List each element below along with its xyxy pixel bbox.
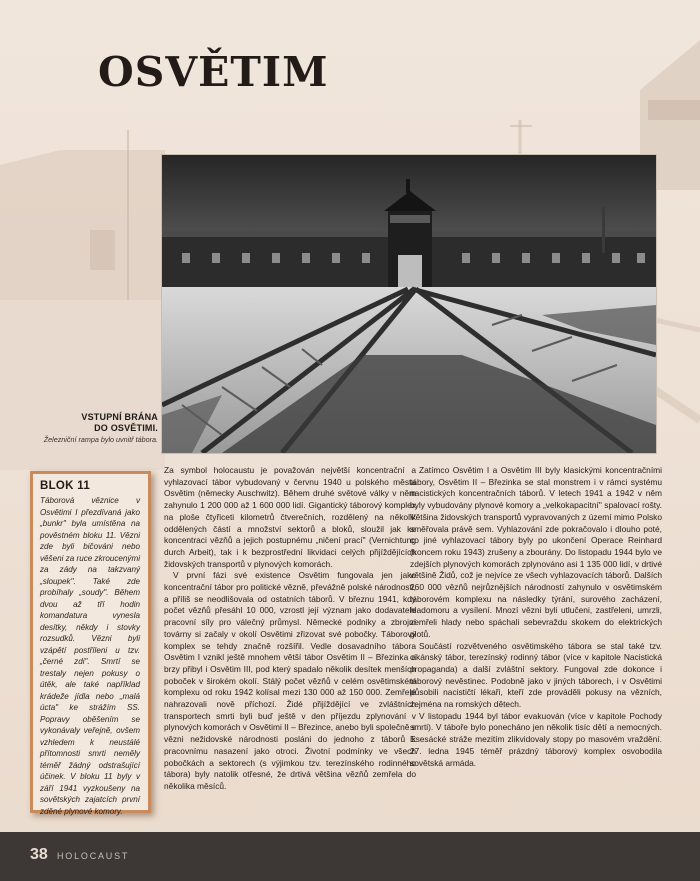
article-paragraph: V listopadu 1944 byl tábor evakuován (více v kapitole Pochody smrti). V táboře bylo ponecháno jen několik tisíc dětí a nemocných. Esesácké stráže mezitím zlikvidovaly stopy po masovém vraždění. 27. ledna 1945 téměř prázdný táborový komplex osvobodila sovětská armáda.: [410, 710, 662, 768]
article-paragraph: V první fázi své existence Osvětim fungovala jen jako koncentrační tábor pro politické vězně, převážně polské národnosti, a příliš se neodlišovala od ostatních táborů. V březnu 1941, kdy počet vězňů přesáhl 10 000, vzrostl její význam jako dodavatele pracovní síly pro válečný průmysl. Německé podniky a zbrojní továrny si začaly v okolí Osvětimi zřizovat své pobočky. Táborový komplex se tehdy značně rozšířil. Vedle dosavadního tábora Osvětim I vznikl ještě mnohem větší tábor Osvětim II – Březinka a brzy přibyl i Osvětim III, pod který spadalo několik desítek menších poboček v širokém okolí. Stálý počet vězňů v celém osvětimském komplexu od roku 1942 kolísal mezi 130 000 až 150 000. Zemřelé nahrazovali nově příchozí. Židé přijíždějící ve zvláštních transportech smrti byli buď ještě v den příjezdu zplynování v plynových komorách v Osvětimi II – Březince, anebo byli společně s vězni nežidovské národnosti posláni do jednoho z táborů k pracovnímu nasazení jako otroci. Životní podmínky ve všech pobočkách a sektorech (s výjimkou tzv. terezínského rodinného tábora) byly natolik otřesné, že drtivá většina vězňů zemřela do několika měsíců.: [164, 570, 416, 791]
page-footer: [0, 832, 700, 881]
article-paragraph: Součástí rozvětveného osvětimského tábora se stal také tzv. cikánský tábor, terezínský rodinný tábor (více v kapitole Nacistická propaganda) a další zvláštní sektory. Fungoval zde dokonce i táborový nevěstinec. Podobně jako v jiných táborech, i v Osvětimi působili nacističtí lékaři, kteří zde prováděli pokusy na vězních, zejména na romských dětech.: [410, 640, 662, 710]
photo-caption: [40, 412, 158, 445]
sidebar-title: BLOK 11: [40, 480, 91, 492]
page-title: OSVĚTIM: [98, 48, 329, 96]
gate-photo: [162, 155, 656, 453]
article-column-1: [164, 465, 416, 793]
book-title: HOLOCAUST: [57, 851, 130, 861]
article-paragraph: Za symbol holocaustu je považován největší koncentrační a vyhlazovací tábor vybudovaný v červnu 1940 u polského města Osvětim (německy Auschwitz). Během druhé světové války v něm zahynulo 1 200 000 až 1 600 000 lidí. Gigantický táborový komplex na ploše čtyřiceti kilometrů čtverečních, rozdělený na několik oddělených částí a množství sektorů a bloků, sloužil jak ke koncentraci vězňů a jejich postupnému „ničení prací" (Vernichtung durch Arbeit), tak i k bezprostřední likvidaci celých přijíždějících židovských transportů v plynových komorách.: [164, 465, 416, 569]
caption-text: Železniční rampa bylo uvnitř tábora.: [43, 435, 158, 444]
page-number: 38: [30, 846, 48, 863]
sidebar-box-blok-11: [30, 471, 151, 816]
article-paragraph: Zatímco Osvětim I a Osvětim III byly klasickými koncentračními tábory, Osvětim II – Březinka se stal monstrem i v rámci systému nacistických koncentračních táborů. V letech 1941 a 1942 v něm byly vybudovány plynové komory a „velkokapacitní" spalovací rošty. Většina židovských transportů vypravovaných z území mimo Polsko směřovala právě sem. Vyhlazování zde pokračovalo i dlouho poté, co jiné vyhlazovací tábory byly po ukončení Operace Reinhard (koncem roku 1943) zrušeny a zbourány. Do listopadu 1944 bylo ve zdejších plynových komorách zplynováno asi 1 135 000 lidí, v drtivé většině Židů, což je nejvíce ze všech vyhlazovacích táborů. Dalších 260 000 vězňů nejrůznějších národností zahynulo v osvětimském táborovém komplexu na následky týrání, surového zacházení, hladomoru a vysílení. Mnozí vězni byli utlučeni, zastřeleni, umrzli, zemřeli hlady nebo spáchali sebevraždu skokem do elektrických plotů.: [410, 465, 662, 639]
caption-title: [40, 412, 158, 434]
sidebar-body: Táborová věznice v Osvětimi I přezdívaná jako „bunkr" byla umístěna na pověstném bloku 11. Vězni zde byli bičováni nebo věšeni za ruce zkroucenými za zády na takzvaný „sloupek". Také zde probíhaly „soudy". Během dvou až tří hodin komandatura vynesla desítky, někdy i stovky rozsudků. Vězni byli vzápětí postříleni u tzv. „černé zdi". Smrtí se trestaly nejen pokusy o útěk, ale také například krádeže jídla nebo „malá úcta" ke strážím SS. Popravy oběšením se vykonávaly veřejně, ovšem vzhledem k neustálé přítomnosti smrti neměly téměř žádný odstrašující účinek. V bloku 11 byly v září 1941 vyzkoušeny na sovětských zajatcích první zděné plynové komory.: [40, 496, 140, 816]
caption-title-line1: VSTUPNÍ BRÁNA: [81, 412, 158, 422]
caption-title-line2: DO OSVĚTIMI.: [94, 423, 158, 433]
article-column-2: [410, 465, 662, 769]
